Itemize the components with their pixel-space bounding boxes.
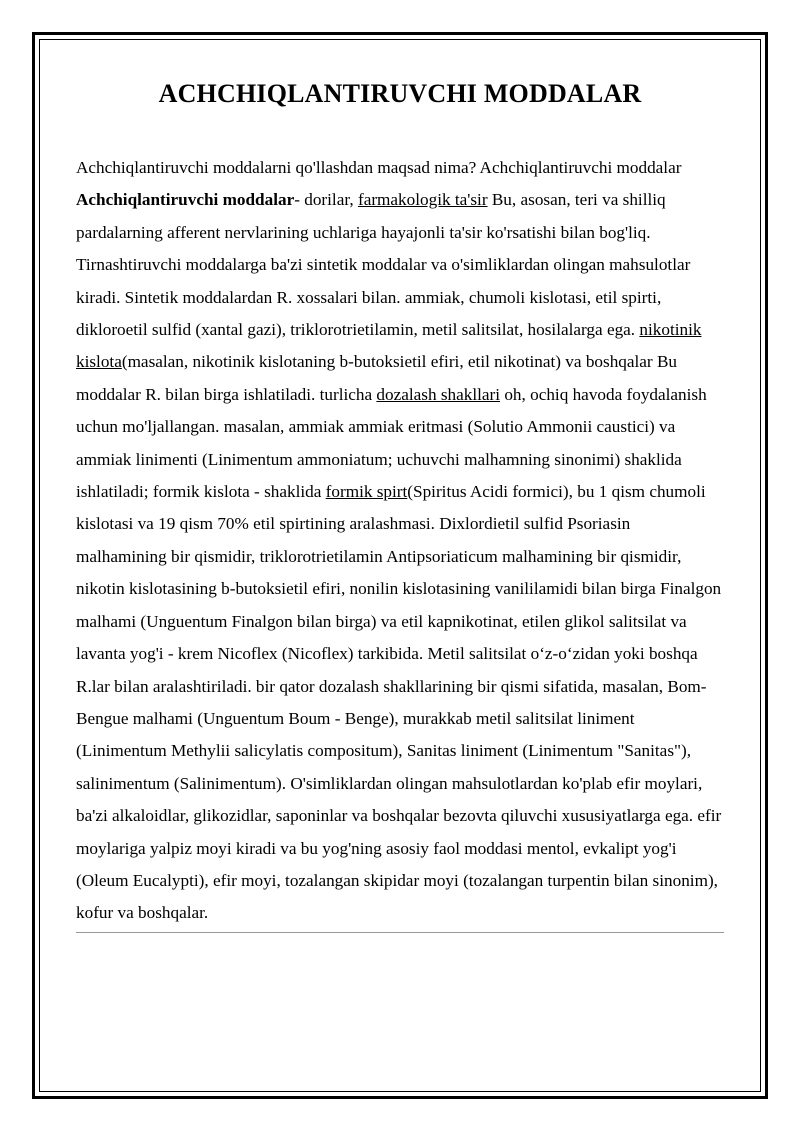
body-text-4: oh, ochiq havoda foydalanish uchun mo'ljallangan. masalan, ammiak ammiak eritmasi (Solutio Ammonii caustici) va ammiak linimenti (Linimentum ammoniatum; uchuvchi malhamning sinonimi) shaklida ishlatiladi; formik kislota - shaklida	[76, 384, 707, 502]
body-text-1: - dorilar,	[294, 190, 358, 210]
body-text-5: (Spiritus Acidi formici), bu 1 qism chumoli kislotasi va 19 qism 70% etil spirtining aralashmasi. Dixlordietil sulfid Psoriasin malhamining bir qismidir, triklorotrietilamin Antipsoriaticum malhamining bir qismidir, nikotin kislotasining b-butoksietil efiri, nonilin kislotasining vanililamidi bilan birga Finalgon malhami (Unguentum Finalgon bilan birga) va etil kapnikotinat, etilen glikol salitsilat va lavanta yog'i - krem Nicoflex (Nicoflex) tarkibida. Metil salitsilat oʻz-oʻzidan yoki boshqa R.lar bilan aralashtiriladi. bir qator dozalash shakllarining bir qismi sifatida, masalan, Bom-Bengue malhami (Unguentum Boum - Benge), murakkab metil salitsilat liniment (Linimentum Methylii salicylatis compositum), Sanitas liniment (Linimentum "Sanitas"), salinimentum (Salinimentum). O'simliklardan olingan mahsulotlardan ko'plab efir moylari, ba'zi alkaloidlar, glikozidlar, saponinlar va boshqalar bezovta qiluvchi xususiyatlarga ega. efir moylariga yalpiz moyi kiradi va bu yog'ning asosiy faol moddasi mentol, evkalipt yog'i (Oleum Eucalypti), efir moyi, tozalangan skipidar moyi (tozalangan turpentin bilan sinonim), kofur va boshqalar.	[76, 482, 722, 923]
link-farmakologik-tasir[interactable]: farmakologik ta'sir	[357, 190, 488, 210]
body-paragraph	[76, 184, 724, 929]
bottom-divider	[76, 932, 724, 933]
intro-paragraph: Achchiqlantiruvchi moddalarni qo'llashdan maqsad nima? Achchiqlantiruvchi moddalar	[76, 158, 682, 177]
link-nikotinik-kislota[interactable]: nikotinik kislota	[76, 320, 702, 372]
body-text-3: (masalan, nikotinik kislotaning b-butoksietil efiri, etil nikotinat) va boshqalar Bu moddalar R. bilan birga ishlatiladi. turlicha	[76, 352, 677, 404]
term-heading: Achchiqlantiruvchi moddalar	[76, 190, 295, 210]
body-text-2: Bu, asosan, teri va shilliq pardalarning afferent nervlarining uchlariga hayajonli ta'sir ko'rsatishi bilan bog'liq. Tirnashtiruvchi moddalarga ba'zi sintetik moddalar va o'simliklardan olingan mahsulotlar kiradi. Sintetik moddalardan R. xossalari bilan. ammiak, chumoli kislotasi, etil spirti, dikloroetil sulfid (xantal gazi), triklorotrietilamin, metil salitsilat, hosilalarga ega.	[76, 190, 691, 340]
link-dozalash-shakllari[interactable]: dozalash shakllari	[376, 384, 501, 404]
link-formik-spirt[interactable]: formik spirt	[325, 482, 408, 502]
document-content	[76, 72, 724, 933]
page-title: ACHCHIQLANTIRUVCHI MODDALAR	[158, 79, 642, 108]
